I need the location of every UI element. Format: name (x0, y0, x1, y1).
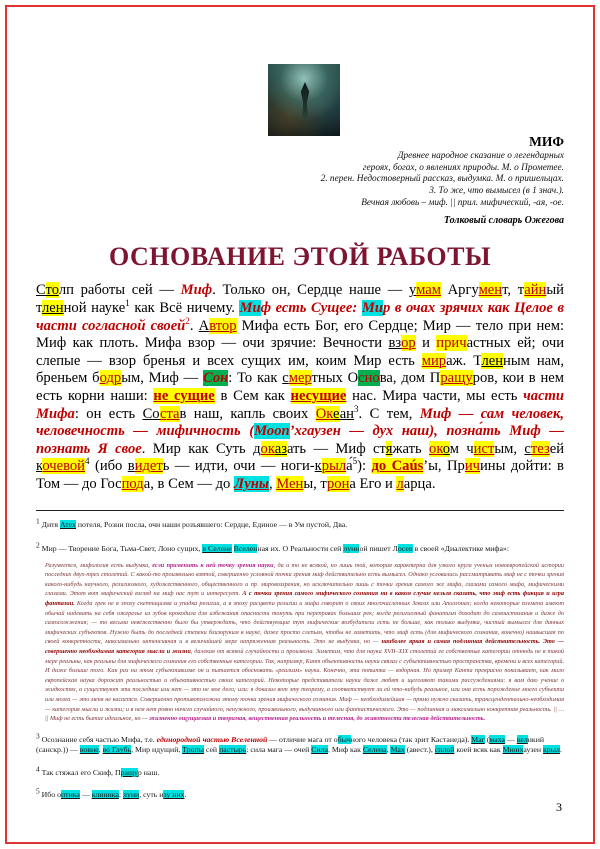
text-segment: . С тем, (358, 405, 420, 422)
footnote-separator (36, 510, 564, 511)
text-segment: ы, т (303, 475, 327, 492)
text-segment: икий (санскр.)) — (36, 734, 545, 755)
text-segment: — отличие мага от о (267, 734, 338, 744)
text-segment: Миф (180, 282, 213, 299)
text-segment: Сон (203, 370, 229, 387)
text-segment: потеля, Розни посла, очи наши розъявшего: Сердце, Единое — в Ум пустой, Два. (75, 520, 348, 530)
text-segment: лен (481, 352, 504, 369)
text-segment: а, в Сем — до (143, 475, 234, 492)
text-segment: . Только он, Сердце наше — (212, 282, 409, 299)
main-paragraph (36, 282, 564, 493)
text-segment: Ок (315, 405, 334, 422)
text-segment: ей (549, 440, 565, 457)
text-segment: осев (397, 544, 413, 553)
text-segment: не сущие (153, 387, 215, 404)
text-segment: А с точки зрения самого мифического сознания ни в каком случае нельзя сказать, что миф есть фикция и игра фантазии. (45, 590, 564, 607)
text-segment: пастырь (219, 745, 247, 755)
text-segment: аж. Т (446, 352, 482, 369)
text-segment: Маг (471, 734, 485, 744)
text-segment: та (166, 405, 180, 422)
text-segment: то (45, 282, 59, 299)
text-segment: Мир — Творение Бога, Тьма-Свет, Лоно сущих, (39, 544, 203, 553)
text-segment: Разумеется, мифология есть выдумка, (45, 561, 153, 569)
text-segment: ной науке (63, 299, 126, 316)
page-number: 3 (556, 800, 562, 814)
text-segment: : он есть (74, 405, 143, 422)
text-segment: вел (516, 734, 528, 744)
text-segment: ым, Миф — (121, 370, 204, 387)
text-segment: Мах (390, 745, 405, 755)
dictionary-definition-line: 3. То же, что вымысел (в 1 знач.). (429, 186, 564, 197)
text-segment: единородной частью Вселенной (156, 734, 268, 744)
text-segment: рыл (321, 458, 347, 475)
text-segment: щу (454, 370, 473, 387)
text-segment: . (184, 790, 187, 800)
text-segment: р (229, 317, 237, 334)
text-segment: р в очах зрячих как Целое в части согласной своей (36, 299, 564, 334)
text-segment: до Caús (371, 458, 424, 475)
text-segment: 4 (85, 456, 90, 467)
text-segment: астных ей; очи слепые — взор бренья и всех сущих им, коим Мир есть (36, 335, 565, 369)
text-segment: в (209, 317, 216, 334)
text-segment: аузен (523, 745, 544, 755)
text-segment: (ибо (89, 458, 128, 475)
text-segment: с (159, 405, 167, 422)
text-segment: как Всё ничему. (129, 299, 240, 316)
text-segment: тных О (311, 370, 359, 387)
text-segment: маха (489, 734, 506, 744)
text-segment: ист (473, 440, 495, 457)
text-segment: Аргу (440, 282, 479, 299)
text-segment: л (396, 475, 404, 492)
text-segment: Так стяжал его Скиф, П (39, 767, 121, 777)
text-segment: — (79, 790, 92, 800)
text-segment: зу них (163, 790, 185, 800)
text-segment: Луны (233, 475, 269, 492)
text-segment: (авест.), (404, 745, 435, 755)
text-segment: к (36, 458, 43, 475)
text-segment: мен (478, 282, 503, 299)
text-segment: Ми (239, 299, 261, 316)
dictionary-term: МИФ (529, 134, 564, 149)
text-segment: сей (203, 745, 220, 755)
text-segment: ’ы, Пр (423, 458, 465, 475)
text-segment: айн (524, 282, 547, 299)
text-segment: е (333, 405, 340, 422)
text-segment: коей всяк как (454, 745, 503, 755)
text-segment: ра (440, 370, 455, 387)
footnote-2 (36, 540, 564, 555)
dictionary-definition-line: Древнее народное сказание о легендарных (397, 150, 564, 161)
text-segment: под (121, 475, 144, 492)
text-segment: арца. (403, 475, 436, 492)
text-segment: лп работы сей — (58, 282, 181, 299)
text-segment: о (442, 440, 450, 457)
text-segment: ор (401, 335, 416, 352)
text-segment: ины дойти: в Том — до Гос (36, 458, 564, 492)
text-segment: вовне (79, 745, 99, 755)
text-segment: луни (123, 790, 140, 800)
text-segment: д (253, 440, 261, 457)
text-segment: у (408, 282, 417, 299)
text-segment: в наш, капль своих (179, 405, 316, 422)
text-segment: части Мифа (36, 387, 565, 422)
text-segment: ным нам, бреньем б (36, 352, 565, 387)
text-segment: , да и то не всякой, но лишь той, которая характерна для узкого круга ученых новоевропейской истории последних двух-трех столетий. С какой-то произвольно взятой, совершенно условной точки зрения миф действительно есть вымысел. Однако условились рассматривать миф не с точки зрения какого-нибудь научного, религиозного, художественного, общественного и пр. мировоззрения, но исключительно лишь с точки зрения самого же мифа, глазами самого мифа, мифическими глазами. Этот вот мифический взгляд на миф нас тут и интересует. (45, 561, 564, 598)
text-segment: ич (464, 458, 480, 475)
text-segment: вз (388, 335, 402, 352)
text-segment: а (274, 440, 282, 457)
text-segment: , (98, 745, 103, 755)
text-segment: то (215, 317, 230, 334)
text-segment: в (127, 458, 135, 475)
text-segment: ф есть Сущее: (260, 299, 362, 316)
text-segment: 5 (352, 456, 358, 467)
text-segment: 4 (36, 764, 40, 774)
text-segment: 1 (125, 298, 130, 309)
text-segment: я (385, 440, 393, 457)
text-segment: 2 (185, 315, 190, 326)
text-segment: наиболее яркая и самая подлинная действительность. Это — совершенно необходимая категория мысли и жизни (45, 638, 564, 655)
text-segment: Сила (311, 745, 328, 755)
text-segment: а́ (346, 458, 353, 475)
dictionary-source: Толковый словарь Ожегова (443, 214, 564, 226)
text-segment: мам (416, 282, 441, 299)
text-segment: сно (358, 370, 380, 387)
text-segment: нас. Мира части, мы есть (346, 387, 524, 404)
text-segment: Мюнх (502, 745, 524, 755)
text-segment: : (118, 790, 124, 800)
text-segment: ва, дом П (379, 370, 441, 387)
dictionary-definition-line: Вечная любовь – миф. || прил. мифический, -ая, -ое. (361, 198, 564, 209)
dictionary-definition-line: героях, богах, о явлениях природы. М. о Прометее. (362, 162, 564, 173)
text-segment: ок (429, 440, 443, 457)
text-segment: Ибо о (39, 790, 61, 800)
text-segment: Вселен (233, 544, 258, 553)
text-segment: ь — идти, очи — ноги- (162, 458, 315, 475)
text-segment: 5 (36, 786, 40, 796)
text-segment: ать — Миф ст (286, 440, 386, 457)
text-segment: , (268, 475, 277, 492)
text-segment: мер (288, 370, 312, 387)
text-segment: Моon (254, 423, 290, 440)
text-segment: крыл (543, 745, 560, 755)
text-segment: , Мир идущий, (131, 745, 183, 755)
text-segment: с (282, 370, 289, 387)
text-segment: очевой (42, 458, 85, 475)
footnote-3 (36, 731, 564, 756)
text-segment: ым, (494, 440, 525, 457)
text-segment: Со (142, 405, 160, 422)
text-segment: в Сем как (214, 387, 291, 404)
text-segment: — (505, 734, 517, 744)
text-segment: ная их. О Реальности сей (257, 544, 344, 553)
text-segment: жать (392, 440, 430, 457)
text-segment: Осознание себя частью Мифа, т.е. (39, 734, 157, 744)
text-segment: Когда грек не в эпоху скептицизма и упадка религии, а в эпоху расцвета религии и мифа говорит о своих многочисленных Зевсах или Аполлонах; когда некоторые племена имеют обычай надевать на себя ожерелье из зубов крокодила для избежания опасности тонуть при переправах больших рек; когда религиозный фанатизм доходит до самоистязания и даже до самосожжения; — то весьма невежественно было бы утверждать, что действующие тут мифические возбудители есть не больше, как только выдумка, чистый вымысел для данных мифических субъектов. Нужно быть до последней степени близоруким в науке, даже просто слепым, чтобы не заметить, что миф есть (для мифического сознания, конечно) наивысшая по своей конкретности, максимально интенсивная и в величайшей мере напряженная реальность. Это не выдумка, но — (45, 599, 564, 646)
text-segment: 2 (36, 540, 40, 550)
text-segment: ров, кои в нем есть корни наши: (36, 370, 564, 404)
text-segment: и (415, 335, 437, 352)
text-segment: ( (484, 734, 490, 744)
text-segment: силой (434, 745, 455, 755)
text-segment: несущие (290, 387, 347, 404)
text-segment: клиника (91, 790, 119, 800)
text-segment: Атех (59, 520, 76, 530)
text-segment: : То как (228, 370, 283, 387)
text-segment: ан (339, 405, 354, 422)
text-segment: прич (436, 335, 467, 352)
text-segment: м ч (449, 440, 474, 457)
text-segment: ’хгаузен — дух наш), позна́ть Миф — познать Я свое (36, 423, 564, 457)
text-segment: мир (421, 352, 447, 369)
text-segment: . (559, 745, 562, 755)
text-segment: з (281, 440, 287, 457)
footnote-1 (36, 516, 564, 531)
text-segment: 3 (36, 731, 40, 741)
text-segment: Селена (362, 745, 387, 755)
text-segment: рон (327, 475, 350, 492)
text-segment: Мен (276, 475, 304, 492)
footnote-4 (36, 764, 564, 779)
text-segment: лунн (343, 544, 360, 553)
text-segment: р наш. (137, 767, 160, 777)
text-segment: Мифа есть Бог, его Сердце; Мир — тело при нем: Миф как плоть. Мифа взор — очи зрячие: Вечности (36, 317, 565, 352)
text-segment: во Глубь (102, 745, 132, 755)
text-segment: ок (260, 440, 275, 457)
text-segment: Тропы (182, 745, 204, 755)
text-segment: . Мир как Суть (141, 440, 254, 457)
text-segment: т, т (502, 282, 525, 299)
text-segment: в своей «Диалектике мифа»: (412, 544, 509, 553)
text-segment: быч (337, 734, 351, 744)
dictionary-definition-line: 2. перен. Недостоверный рассказ, выдумка. М. о пришельцах. (320, 174, 564, 185)
text-segment: жизненно ощущаемая и творимая, вещественная реальность и телесная, до животности телесная действительность. (149, 715, 486, 723)
text-segment: ращу (120, 767, 138, 777)
text-segment: , суть и (139, 790, 164, 800)
footnote-5 (36, 786, 564, 801)
text-segment: 3 (353, 403, 359, 414)
text-segment: в Селене (202, 544, 232, 553)
text-segment: ый т (36, 282, 564, 316)
text-segment: тез (530, 440, 550, 457)
text-segment: лен (42, 299, 64, 316)
dictionary-block (36, 0, 564, 227)
text-segment: идет (134, 458, 163, 475)
page-title: ОСНОВАНИЕ ЭТОЙ РАБОТЫ (108, 242, 492, 272)
text-segment: 1 (36, 516, 40, 526)
losev-quote (45, 561, 564, 724)
text-segment: с (524, 440, 531, 457)
text-segment: Миф — сам человек, человечность — мифичность ( (36, 405, 564, 440)
text-segment: если применить к ней точку зрения науки (152, 561, 274, 569)
text-segment: . Миф как (327, 745, 363, 755)
text-segment: , далекая от всякой случайности и произвола. Заметим, что для науки XVII–XIX столетий ее собственные категории отнюдь не в такой мере реальны, как реальны для мифического сознания его собственные категории. Так, например, Кант объективность науки связал с субъективностью пространства, времени и всех категорий. И даже больше того. Как раз на этом субъективизме он и пытается обосновать «реализм» науки. Конечно, эта попытка — вздорная. Но пример Канта прекрасно показывает, как мало европейская наука дорожит реальностью и объективностью своих категорий. Некоторые представители науки даже любят и щеголяют такими рассуждениями: я вам даю учение о жидкостях, а существуют эти последние или нет — это не мое дело; или: я доказал вот эту теорему, а соответствует ли ей что-нибудь реальное, или она есть порождение моего субъекта или мозга — это меня не касается. Совершенно противоположна этому точка зрения мифического сознания. Миф — необходимейшая — прямо нужно сказать, трансцендентально-необходимая — категория мысли и жизни; и в нем нет ровно ничего случайного, ненужного, произвольного, выдуманного или фантастического. Это — подлинная и максимально конкретная реальность. || … || Миф не есть бытие идеальное, но — (45, 648, 564, 723)
text-segment: к (314, 458, 322, 475)
text-segment: А (198, 317, 210, 334)
text-segment: ного человека (так зрит Кастанеда). (350, 734, 472, 744)
text-segment: : сила мага — очей (246, 745, 312, 755)
text-segment: Ми (361, 299, 383, 316)
text-segment: птика (61, 790, 80, 800)
text-segment: ): (357, 458, 372, 475)
text-segment: одр (99, 370, 122, 387)
text-segment: С (36, 282, 46, 299)
text-segment: . (189, 317, 199, 334)
text-segment: Дитя (39, 520, 60, 530)
text-segment: , (386, 745, 391, 755)
text-segment: а Его и (349, 475, 397, 492)
text-segment: ой пишет Л (359, 544, 398, 553)
